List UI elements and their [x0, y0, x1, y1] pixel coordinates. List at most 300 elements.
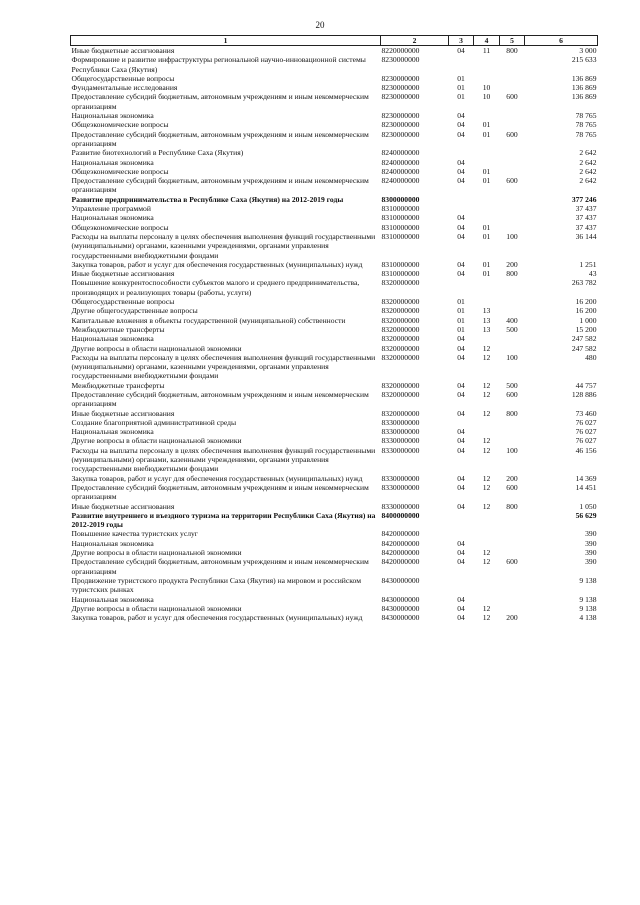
section-code [449, 204, 474, 213]
row-name: Повышение качества туристских услуг [71, 529, 198, 539]
expense-type-code [500, 418, 525, 427]
row-amount: 215 633 [571, 55, 597, 65]
row-name: Межбюджетные трансферты [71, 380, 165, 390]
expense-type-code [500, 576, 525, 595]
subsection-code: 01 [482, 269, 491, 279]
section-code: 04 [457, 408, 465, 418]
subsection-code: 01 [482, 259, 491, 269]
subsection-code [474, 595, 500, 604]
target-code: 8230000000 [381, 120, 420, 130]
subsection-code: 12 [482, 473, 491, 483]
section-code: 04 [457, 222, 465, 232]
subsection-code [474, 576, 500, 595]
expense-type-code [500, 74, 525, 83]
row-amount: 247 582 [571, 343, 597, 353]
table-row [71, 390, 598, 409]
target-code: 8310000000 [381, 259, 420, 269]
table-row [71, 46, 598, 56]
subsection-code [474, 427, 500, 436]
target-code: 8320000000 [381, 334, 420, 344]
target-code: 8240000000 [381, 176, 420, 186]
header-cell-6: 6 [525, 36, 598, 46]
expense-type-code [500, 595, 525, 604]
section-code: 04 [457, 176, 465, 186]
target-code: 8330000000 [381, 427, 420, 437]
row-amount: 76 027 [575, 436, 597, 446]
section-code: 04 [457, 129, 465, 139]
row-amount: 14 451 [575, 482, 597, 492]
target-code: 8330000000 [381, 417, 420, 427]
target-code: 8230000000 [381, 73, 420, 83]
subsection-code: 12 [482, 613, 491, 623]
row-name: Расходы на выплаты персоналу в целях обеспечения выполнения функций государственными (муниципальными) органами, казенными учреждениями, органами управления государственными внебюджетными фондами [71, 231, 376, 260]
section-code: 04 [457, 482, 465, 492]
subsection-code: 13 [482, 315, 491, 325]
table-row [71, 436, 598, 445]
target-code: 8300000000 [381, 194, 420, 204]
expense-type-code [500, 306, 525, 315]
row-amount: 1 251 [579, 259, 597, 269]
row-name: Управление программой [71, 204, 151, 214]
section-code: 04 [457, 334, 465, 344]
row-name: Другие вопросы в области национальной экономики [71, 548, 242, 558]
target-code: 8320000000 [381, 324, 420, 334]
target-code: 8320000000 [381, 343, 420, 353]
expense-type-code [500, 167, 525, 176]
section-code: 01 [457, 92, 465, 102]
subsection-code: 01 [482, 176, 491, 186]
expense-type-code [500, 334, 525, 343]
target-code: 8420000000 [381, 557, 420, 567]
section-code [449, 55, 474, 74]
row-name: Предоставление субсидий бюджетным, автономным учреждениям и иным некоммерческим организациям [71, 389, 369, 409]
row-amount: 2 642 [579, 176, 597, 186]
row-name: Национальная экономика [71, 213, 154, 223]
subsection-code: 01 [482, 166, 491, 176]
row-amount: 46 156 [575, 445, 597, 455]
target-code: 8240000000 [381, 157, 420, 167]
subsection-code: 01 [482, 129, 491, 139]
target-code: 8330000000 [381, 445, 420, 455]
table-row [71, 278, 598, 297]
row-amount: 2 642 [579, 148, 597, 158]
expense-type-code: 600 [506, 482, 518, 492]
subsection-code: 12 [482, 352, 491, 362]
target-code: 8310000000 [381, 222, 420, 232]
section-code: 04 [457, 213, 465, 223]
expense-type-code [500, 436, 525, 445]
row-amount: 136 869 [571, 83, 597, 93]
row-amount: 15 200 [575, 324, 597, 334]
section-code: 04 [457, 427, 465, 437]
row-amount: 128 886 [571, 389, 597, 399]
subsection-code: 12 [482, 445, 491, 455]
table-row [71, 427, 598, 436]
expense-type-code: 800 [506, 501, 518, 511]
row-amount: 76 027 [575, 417, 597, 427]
subsection-code: 13 [482, 324, 491, 334]
section-code: 04 [457, 473, 465, 483]
subsection-code [474, 148, 500, 157]
subsection-code: 01 [482, 120, 491, 130]
subsection-code [474, 278, 500, 297]
header-cell-3: 3 [449, 36, 474, 46]
row-name: Общеэкономические вопросы [71, 120, 169, 130]
row-name: Другие вопросы в области национальной экономики [71, 603, 242, 613]
row-amount: 480 [585, 352, 597, 362]
table-row [71, 474, 598, 483]
expense-type-code [500, 427, 525, 436]
row-name: Национальная экономика [71, 427, 154, 437]
row-name: Иные бюджетные ассигнования [71, 501, 175, 511]
subsection-code: 12 [482, 436, 491, 446]
expense-type-code: 400 [506, 315, 518, 325]
row-name: Фундаментальные исследования [71, 83, 178, 93]
row-name: Расходы на выплаты персоналу в целях обеспечения выполнения функций государственными (муниципальными) органами, казенными учреждениями, органами управления государственными внебюджетными фондами [71, 445, 376, 474]
section-code: 04 [457, 436, 465, 446]
row-name: Предоставление субсидий бюджетным, автономным учреждениям и иным некоммерческим организациям [71, 176, 369, 195]
subsection-code [474, 195, 500, 204]
subsection-code: 12 [482, 389, 491, 399]
table-row [71, 353, 598, 381]
subsection-code: 12 [482, 548, 491, 558]
section-code: 01 [457, 306, 465, 316]
expense-type-code [500, 539, 525, 548]
row-name: Другие общегосударственные вопросы [71, 306, 198, 316]
row-name: Национальная экономика [71, 594, 154, 604]
section-code: 01 [457, 297, 465, 307]
subsection-code: 12 [482, 408, 491, 418]
table-row [71, 511, 598, 530]
table-row [71, 316, 598, 325]
target-code: 8430000000 [381, 594, 420, 604]
row-amount: 78 765 [575, 120, 597, 130]
row-name: Предоставление субсидий бюджетным, автономным учреждениям и иным некоммерческим организациям [71, 92, 369, 111]
target-code: 8420000000 [381, 548, 420, 558]
section-code: 04 [457, 231, 465, 241]
section-code: 04 [457, 269, 465, 279]
section-code: 04 [457, 352, 465, 362]
subsection-code: 11 [482, 46, 491, 55]
section-code: 04 [457, 259, 465, 269]
row-amount: 16 200 [575, 297, 597, 307]
section-code [449, 511, 474, 530]
subsection-code [474, 418, 500, 427]
table-row [71, 74, 598, 83]
section-code: 01 [457, 315, 465, 325]
target-code: 8320000000 [381, 315, 420, 325]
row-amount: 56 629 [575, 510, 597, 520]
target-code: 8320000000 [381, 306, 420, 316]
table-row [71, 213, 598, 222]
expense-type-code: 100 [506, 445, 518, 455]
expense-type-code [500, 297, 525, 306]
row-name: Развитие внутреннего и въездного туризма на территории Республики Саха (Якутия) на 2012-2019 годы [71, 510, 376, 530]
target-code: 8310000000 [381, 269, 420, 279]
expense-type-code: 100 [506, 352, 518, 362]
expense-type-code [500, 604, 525, 613]
section-code: 04 [457, 46, 465, 55]
row-amount: 73 460 [575, 408, 597, 418]
table-row [71, 557, 598, 576]
section-code [449, 148, 474, 157]
target-code: 8430000000 [381, 575, 420, 585]
row-amount: 78 765 [575, 129, 597, 139]
section-code [449, 529, 474, 538]
subsection-code: 01 [482, 231, 491, 241]
table-row [71, 204, 598, 213]
section-code: 04 [457, 594, 465, 604]
table-row [71, 306, 598, 315]
expense-type-code: 800 [506, 46, 518, 55]
expense-type-code: 500 [506, 324, 518, 334]
target-code: 8320000000 [381, 352, 420, 362]
section-code: 01 [457, 83, 465, 93]
target-code: 8430000000 [381, 603, 420, 613]
subsection-code: 12 [482, 603, 491, 613]
row-name: Формирование и развитие инфраструктуры региональной научно-инновационной системы Республики Саха (Якутия) [71, 55, 366, 74]
section-code: 04 [457, 613, 465, 623]
row-name: Закупка товаров, работ и услуг для обеспечения государственных (муниципальных) нужд [71, 259, 363, 269]
row-amount: 390 [585, 529, 597, 539]
row-name: Иные бюджетные ассигнования [71, 408, 175, 418]
expense-type-code [500, 111, 525, 120]
row-amount: 136 869 [571, 92, 597, 102]
row-name: Капитальные вложения в объекты государственной (муниципальной) собственности [71, 315, 346, 325]
target-code: 8230000000 [381, 111, 420, 121]
section-code: 04 [457, 389, 465, 399]
table-row [71, 529, 598, 538]
table-row [71, 158, 598, 167]
table-row [71, 604, 598, 613]
subsection-code [474, 158, 500, 167]
row-amount: 136 869 [571, 73, 597, 83]
table-row [71, 418, 598, 427]
header-cell-2: 2 [381, 36, 449, 46]
expense-type-code: 600 [506, 557, 518, 567]
expense-type-code [500, 55, 525, 74]
header-cell-5: 5 [500, 36, 525, 46]
expense-type-code [500, 344, 525, 353]
row-amount: 4 138 [579, 613, 597, 623]
table-row [71, 325, 598, 334]
table-row [71, 111, 598, 120]
header-row [71, 36, 598, 46]
row-amount: 1 050 [579, 501, 597, 511]
row-amount: 390 [585, 557, 597, 567]
subsection-code [474, 204, 500, 213]
target-code: 8230000000 [381, 92, 420, 102]
section-code: 04 [457, 166, 465, 176]
subsection-code: 12 [482, 343, 491, 353]
target-code: 8420000000 [381, 538, 420, 548]
table-row [71, 502, 598, 511]
target-code: 8430000000 [381, 613, 420, 623]
row-name: Общеэкономические вопросы [71, 166, 169, 176]
expense-type-code: 200 [506, 613, 518, 623]
row-amount: 3 000 [579, 46, 597, 55]
target-code: 8220000000 [381, 46, 420, 55]
table-row [71, 334, 598, 343]
expense-type-code: 100 [506, 231, 518, 241]
target-code: 8320000000 [381, 389, 420, 399]
table-row [71, 92, 598, 111]
row-amount: 263 782 [571, 278, 597, 288]
subsection-code: 10 [482, 92, 491, 102]
table-body [71, 46, 598, 623]
target-code: 8240000000 [381, 148, 420, 158]
section-code: 01 [457, 324, 465, 334]
expense-type-code [500, 511, 525, 530]
row-name: Расходы на выплаты персоналу в целях обеспечения выполнения функций государственными (муниципальными) органами, казенными учреждениями, органами управления государственными внебюджетными фондами [71, 352, 376, 381]
table-row [71, 613, 598, 622]
row-amount: 78 765 [575, 111, 597, 121]
subsection-code: 01 [482, 222, 491, 232]
subsection-code: 13 [482, 306, 491, 316]
target-code: 8330000000 [381, 473, 420, 483]
expense-type-code [500, 148, 525, 157]
row-amount: 2 642 [579, 166, 597, 176]
section-code: 04 [457, 603, 465, 613]
row-name: Иные бюджетные ассигнования [71, 269, 175, 279]
table-row [71, 576, 598, 595]
header-cell-1: 1 [71, 36, 381, 46]
expense-type-code [500, 204, 525, 213]
expense-type-code [500, 120, 525, 129]
target-code: 8320000000 [381, 408, 420, 418]
table-row [71, 55, 598, 74]
row-amount: 9 138 [579, 594, 597, 604]
header-cell-4: 4 [474, 36, 500, 46]
row-name: Национальная экономика [71, 334, 154, 344]
row-name: Продвижение туристского продукта Республики Саха (Якутия) на мировом и российском туристских рынках [71, 575, 362, 595]
subsection-code: 12 [482, 380, 491, 390]
expense-type-code: 800 [506, 408, 518, 418]
row-name: Общегосударственные вопросы [71, 73, 175, 83]
target-code: 8320000000 [381, 278, 420, 288]
section-code: 04 [457, 120, 465, 130]
target-code: 8330000000 [381, 482, 420, 492]
table-row [71, 148, 598, 157]
row-amount: 37 437 [575, 213, 597, 223]
expense-type-code [500, 223, 525, 232]
row-amount: 1 000 [579, 315, 597, 325]
subsection-code: 12 [482, 557, 491, 567]
row-amount: 14 369 [575, 473, 597, 483]
row-amount: 247 582 [571, 334, 597, 344]
expense-type-code [500, 158, 525, 167]
expense-type-code: 600 [506, 92, 518, 102]
row-amount: 44 757 [575, 380, 597, 390]
subsection-code [474, 529, 500, 538]
row-name: Общеэкономические вопросы [71, 222, 169, 232]
subsection-code [474, 297, 500, 306]
table-row [71, 260, 598, 269]
table-row [71, 232, 598, 260]
target-code: 8330000000 [381, 436, 420, 446]
section-code: 04 [457, 538, 465, 548]
row-amount: 377 246 [571, 194, 597, 204]
row-name: Создание благоприятной административной среды [71, 417, 237, 427]
row-amount: 2 642 [579, 157, 597, 167]
target-code: 8310000000 [381, 213, 420, 223]
row-name: Другие вопросы в области национальной экономики [71, 436, 242, 446]
section-code: 04 [457, 445, 465, 455]
table-row [71, 548, 598, 557]
subsection-code: 12 [482, 482, 491, 492]
row-name: Закупка товаров, работ и услуг для обеспечения государственных (муниципальных) нужд [71, 613, 363, 623]
section-code [449, 576, 474, 595]
table-row [71, 176, 598, 195]
page-number: 20 [315, 20, 325, 30]
table-row [71, 381, 598, 390]
target-code: 8240000000 [381, 166, 420, 176]
section-code [449, 418, 474, 427]
expense-type-code [500, 278, 525, 297]
row-name: Другие вопросы в области национальной экономики [71, 343, 242, 353]
row-name: Иные бюджетные ассигнования [71, 46, 175, 55]
row-amount: 390 [585, 548, 597, 558]
subsection-code [474, 111, 500, 120]
target-code: 8320000000 [381, 380, 420, 390]
subsection-code [474, 511, 500, 530]
section-code: 04 [457, 501, 465, 511]
target-code: 8230000000 [381, 55, 420, 65]
row-amount: 43 [588, 269, 597, 279]
row-name: Национальная экономика [71, 538, 154, 548]
expense-type-code: 600 [506, 176, 518, 186]
section-code: 04 [457, 557, 465, 567]
row-name: Межбюджетные трансферты [71, 324, 165, 334]
section-code [449, 195, 474, 204]
row-amount: 9 138 [579, 603, 597, 613]
table-row [71, 344, 598, 353]
expense-type-code: 800 [506, 269, 518, 279]
table-row [71, 269, 598, 278]
subsection-code [474, 334, 500, 343]
budget-table [70, 35, 598, 622]
row-name: Предоставление субсидий бюджетным, автономным учреждениям и иным некоммерческим организациям [71, 557, 369, 576]
target-code: 8230000000 [381, 83, 420, 93]
section-code: 01 [457, 73, 465, 83]
expense-type-code: 200 [506, 259, 518, 269]
table-row [71, 539, 598, 548]
section-code: 04 [457, 380, 465, 390]
row-name: Развитие предпринимательства в Республике Саха (Якутия) на 2012-2019 годы [71, 194, 344, 204]
section-code: 04 [457, 111, 465, 121]
target-code: 8400000000 [381, 510, 420, 520]
table-row [71, 223, 598, 232]
expense-type-code: 600 [506, 389, 518, 399]
expense-type-code [500, 529, 525, 538]
subsection-code [474, 213, 500, 222]
row-name: Национальная экономика [71, 111, 154, 121]
expense-type-code: 600 [506, 129, 518, 139]
subsection-code [474, 55, 500, 74]
row-name: Предоставление субсидий бюджетным, автономным учреждениям и иным некоммерческим организациям [71, 129, 369, 148]
row-amount: 76 027 [575, 427, 597, 437]
table-row [71, 483, 598, 502]
expense-type-code [500, 213, 525, 222]
subsection-code: 10 [482, 83, 491, 93]
table-header [71, 36, 598, 46]
target-code: 8320000000 [381, 297, 420, 307]
row-name: Предоставление субсидий бюджетным, автономным учреждениям и иным некоммерческим организациям [71, 482, 369, 502]
table-row [71, 195, 598, 204]
expense-type-code [500, 548, 525, 557]
row-name: Повышение конкурентоспособности субъектов малого и среднего предпринимательства, производящих и реализующих товары (работы, услуги) [71, 278, 360, 297]
subsection-code [474, 539, 500, 548]
